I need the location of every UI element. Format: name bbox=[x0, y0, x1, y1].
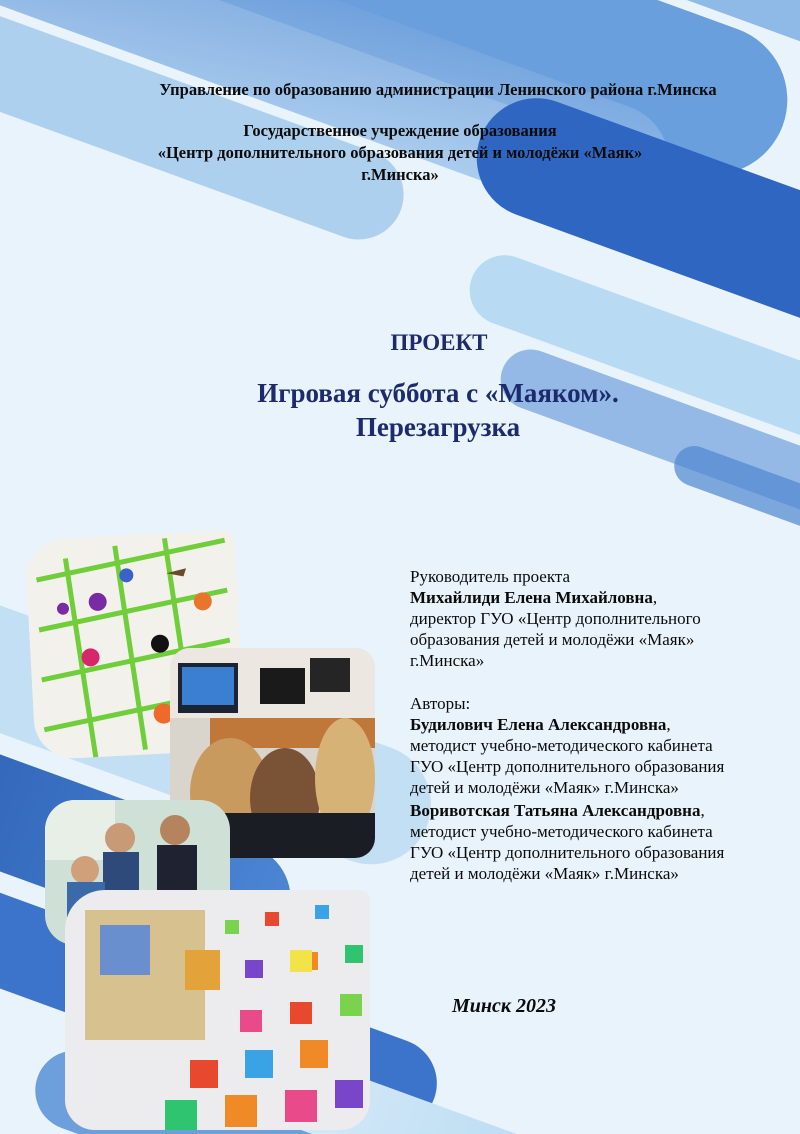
author2-desc-line1: методист учебно-методического кабинета bbox=[410, 822, 713, 841]
institution-type-line: Государственное учреждение образования bbox=[243, 121, 557, 140]
author1-desc-line2: ГУО «Центр дополнительного образования bbox=[410, 757, 725, 776]
author2-name: Воривотская Татьяна Александровна bbox=[410, 801, 701, 820]
author1-desc-line1: методист учебно-методического кабинета bbox=[410, 736, 713, 755]
author2-name-line: Воривотская Татьяна Александровна, bbox=[410, 801, 705, 820]
leader-desc-line2: образования детей и молодёжи «Маяк» bbox=[410, 630, 695, 649]
department-line: Управление по образованию администрации Ленинского района г.Минска bbox=[159, 80, 717, 99]
institution-city-line: г.Минска» bbox=[361, 165, 439, 184]
leader-name-line: Михайлиди Елена Михайловна, bbox=[410, 588, 658, 607]
author1-name-line: Будилович Елена Александровна, bbox=[410, 715, 671, 734]
city-year: Минск 2023 bbox=[451, 995, 557, 1017]
author1-desc-line3: детей и молодёжи «Маяк» г.Минска» bbox=[410, 778, 679, 797]
project-title-line1: Игровая суббота с «Маяком». bbox=[257, 378, 619, 408]
leader-name: Михайлиди Елена Михайловна bbox=[410, 588, 653, 607]
author1-name: Будилович Елена Александровна bbox=[410, 715, 667, 734]
author2-desc-line3: детей и молодёжи «Маяк» г.Минска» bbox=[410, 864, 679, 883]
project-title-line2: Перезагрузка bbox=[355, 412, 521, 442]
project-label: ПРОЕКТ bbox=[390, 330, 488, 355]
leader-desc-line1: директор ГУО «Центр дополнительного bbox=[410, 609, 701, 628]
authors-label: Авторы: bbox=[410, 694, 471, 713]
leader-desc-line3: г.Минска» bbox=[410, 651, 485, 670]
leader-role: Руководитель проекта bbox=[410, 567, 571, 586]
institution-name-line: «Центр дополнительного образования детей и молодёжи «Маяк» bbox=[157, 143, 643, 162]
author2-desc-line2: ГУО «Центр дополнительного образования bbox=[410, 843, 725, 862]
